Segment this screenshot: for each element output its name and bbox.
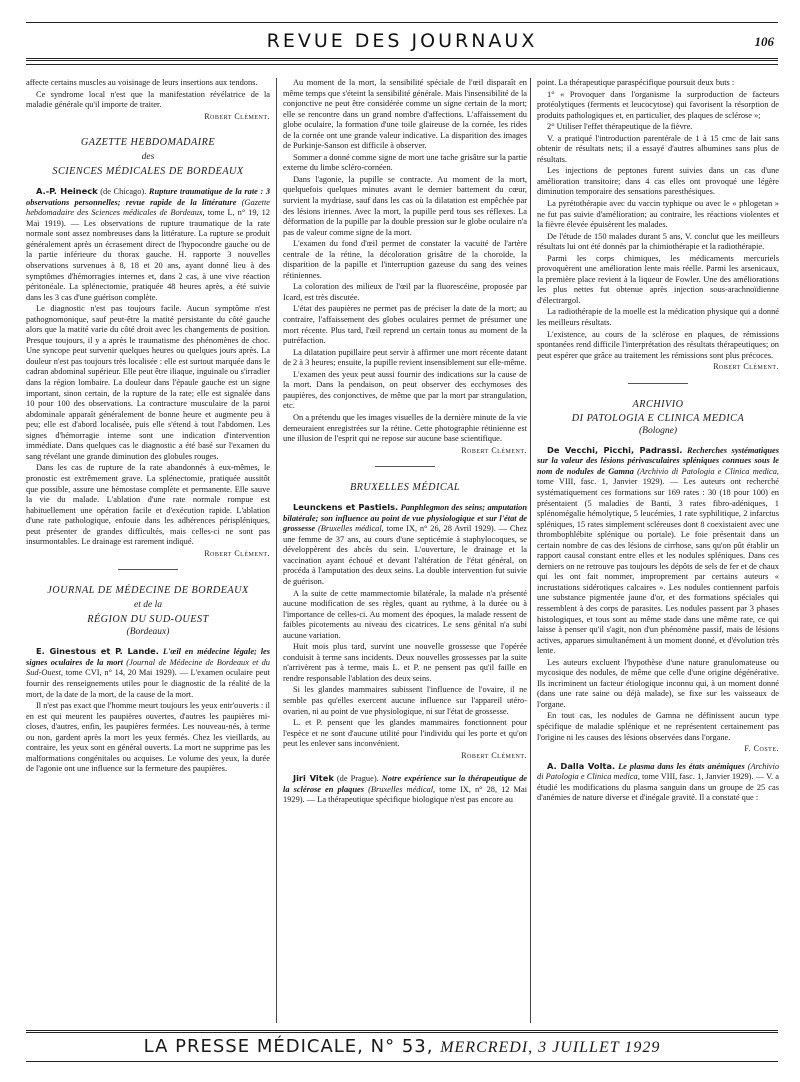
author-signature: Robert Clément. [461,750,527,760]
article-paragraph: On a prétendu que les images visuelles de la dernière minute de la vie demeuraient enregistrées sur la rétine. Cette photographie rétinienne est une illusion de l'esprit qui ne repose sur aucune base scientifique. [283,412,527,444]
author-signature: Robert Clément. [713,362,779,372]
article-paragraph: 1° « Provoquer dans l'organisme la surproduction de facteurs protéolytiques (ferments et leucocytose) qui favorisent la résorption de produits pathologiques et, en particulier, des plaques de sclérose »; [537,89,779,120]
article-source: (Archivio di Patologia e Clinica medica, [537,761,779,782]
article-source: (Archivio di Patologia e Clinica medica, [637,466,779,476]
section-heading-connector: et de la [134,600,162,611]
section-subtitle: (Bologne) [639,425,677,436]
footer-line [26,1036,778,1057]
article-paragraph: L. et P. pensent que les glandes mammaires fonctionnent pour l'espèce et ne sont d'aucune utilité pour l'individu qui les porte et qu'on peut les enlever sans inconvénient. [283,718,527,749]
running-title: REVUE DES JOURNAUX [266,30,538,52]
article-author: A. Dalla Volta. [547,760,616,771]
article-paragraph: L'examen des yeux peut aussi fournir des indications sur la cause de la mort. Dans la pendaison, on peut observer des ecchymoses des paupières, des conjonctives, de même que par la mort par strangulation, etc. [283,369,527,411]
article-source: (Gazette hebdomadaire des Sciences médicales de Bordeaux, [26,197,270,218]
article-source: (Bruxelles médical, [368,784,436,794]
article-paragraph: Dans les cas de rupture de la rate abandonnés à eux-mêmes, le pronostic est extrêmement grave. La splénectomie, pratiquée aussitôt que possible, assure une hémostase complète et permanente. Elle sauve la vie du malade. L'ablation d'une rate normale rompue est habituellement une opération facile et d'exécution rapide. L'ablation d'une rate pathologique, enfouie dans les adhérences périspléniques, peut présenter de grandes difficultés, mais celles-ci ne sont pas insurmontables. Le drainage est rarement indiqué. [26,463,270,547]
page-number: 106 [754,34,774,49]
article-text: — Chez une femme de 37 ans, au cours d'une septicémie à staphylocoques, se développèrent des abcès du sein. L'ouverture, le drainage et la vaccination ayant échoué et devant l'altération de l'état général, on procéda à l'amputation des deux seins. La double intervention fut suivie de guérison. [283,524,527,586]
article-paragraph: Si les glandes mammaires subissent l'influence de l'ovaire, il ne semble pas qu'elles exercent aucune influence sur l'appareil utéro-ovarien, ni au point de vue physiologique, ni sur l'état de grossesse. [283,685,527,716]
article-paragraph: Dans l'agonie, la pupille se contracte. Au moment de la mort, quelquefois quelques minutes avant le dernier battement du cœur, survient la mydriase, sauf dans les cas où la dilatation est empêchée par des lésions iriennes. Avec la mort, la pupille perd tous ses réflexes. La déformation de la pupille par la double pression sur le globe oculaire n'a pas de valeur comme signe de la mort. [283,174,527,237]
article-paragraph: De l'étude de 150 malades durant 5 ans, V. conclut que les meilleurs résultats lui ont été donnés par la chimiothérapie et la radiothérapie. [537,231,779,252]
article-paragraph: Le diagnostic n'est pas toujours facile. Aucun symptôme n'est pathognomonique, sauf peut-être la matité persistante du côté gauche alors que la matité varie du côté droit avec les changements de position. Presque toujours, il y a après le traumatisme des phénomènes de choc. Une syncope peut survenir quelques heures ou quelques jours après. La douleur n'est pas toujours très localisée : elle est surtout marquée dans le cadran abdominal supérieur. Elle peut être iliaque, inguinale ou s'irradier dans la région lombaire. La douleur dans l'épaule gauche est un signe important, sinon certain, de la rupture de la rate; elle est signalée dans 10 pour 100 des observations. La contracture musculaire de la paroi abdominale apparaît généralement de bonne heure et augmente peu à peu; elle est d'abord localisée, puis elle s'étend à tout l'abdomen. Les signes d'hémorragie interne sont une indication d'intervention immédiate. Dans quelques cas le diagnostic a été basé sur l'examen du sang révélant une grande diminution des globules rouges. [26,304,270,461]
article-paragraph: Huit mois plus tard, survint une nouvelle grossesse que l'opérée conduisit à terme sans incidents. Deux nouvelles grossesses par la suite n'arrivèrent pas à terme, mais L. et P. ne pensent pas qu'il faille en rendre responsable l'ablation des deux seins. [283,642,527,683]
author-signature: Robert Clément. [461,445,527,455]
article-paragraph: Au moment de la mort, la sensibilité spéciale de l'œil disparaît en même temps que s'éteint la sensibilité générale. Mais l'insensibilité de la conjonctive ne peut être considérée comme un signe certain de la mort; elle se rencontre dans un grand nombre d'affections. L'affaissement du globe oculaire, la formation d'une toile glaireuse de la cornée, les rides de la cornée ont une grande valeur indicative. La disparition des images de Purkinje-Sanson est difficile à observer. [283,78,527,151]
article-title: L'œil en médecine légale; les signes oculaires de la mort [26,647,270,667]
footer-issue: N° 53, [370,1036,434,1057]
column-1 [26,78,270,1023]
column-2 [283,78,527,1023]
section-separator [375,466,435,467]
article-paragraph: La radiothérapie de la moelle est la médication physique qui a donné les meilleurs résultats. [537,307,779,328]
section-heading: RÉGION DU SUD-OUEST [87,614,209,626]
section-separator [118,569,178,570]
article-paragraph [283,502,527,587]
article-paragraph [26,646,270,700]
section-heading: ARCHIVIO [632,398,684,410]
article-reference: tome CVI, n° 14, 20 Mai 1929). [65,668,177,678]
footer-bottom-rule [26,1061,778,1062]
author-origin: (de Chicago). [100,187,147,197]
article-paragraph: L'état des paupières ne permet pas de préciser la date de la mort; au contraire, l'affaissement des globes oculaires permet de présumer une mort récente. Plus tard, l'œil reprend un certain tonus au moment de la putréfaction. [283,304,527,346]
author-signature: Robert Clément. [204,548,270,558]
article-paragraph: 2° Utiliser l'effet thérapeutique de la fièvre. [547,122,693,132]
article-reference: tome IX, n° 26, 28 Avril 1929). [386,524,496,534]
section-heading: BRUXELLES MÉDICAL [349,482,461,494]
article-paragraph [537,445,779,657]
article-text: — Les auteurs ont recherché systématiquement ces formations sur 169 rates : 30 (18 pour 100) en présentaient (5 maladies de Banti, 3 rates fibro-adéniques, 1 splénomégalie hémolytique, 5 leucémies, 1 rate syphilitique, 2 infarctus spléniques, 15 rates simplement scléreuses dont 8 coexistaient avec une thrombophlébite splénique ou portale). Le foie présentait dans un certain nombre de cas des lésions de cirrhose, sans qu'on pût établir un rapport causal constant entre elles et les nodules spléniques. Dans ces derniers on ne retrouve pas toujours les dépôts de sels de fer et de chaux qui les ont fait nommer, improprement par certains auteurs « incrustations sidérotiques calcaires ». Les nodules contiennent parfois une substance pigmentée jaune d'or, et des formations spéciales qui ressemblent à des corps de parasites. Les nodules passent par 3 phases histologiques, et tous sont au même stade dans une même rate, ce qui laisse à penser qu'il s'agit, non d'un phénomène passif, mais de lésions actives, apparues simultanément à un moment donné, et d'évolution très lente. [537,477,779,656]
section-heading: SCIENCES MÉDICALES DE BORDEAUX [52,166,244,178]
page-footer [26,1030,778,1064]
article-paragraph [26,186,270,303]
section-heading: JOURNAL DE MÉDECINE DE BORDEAUX [47,585,249,597]
article-paragraph: La dilatation pupillaire peut servir à affirmer une mort récente datant de 2 à 3 heures; ensuite, la pupille revient insensiblement sur elle-même. [283,347,527,368]
article-text: — La thérapeutique spécifique biologique n'est pas encore au [306,795,513,805]
article-paragraph: Il n'est pas exact que l'homme meurt toujours les yeux entr'ouverts : il en est qui meurent les paupières ouvertes, d'autres les paupières mi-closes, d'autres, enfin, les paupières fermées. Les nouveau-nés, à terme ou non, gardent après la mort les yeux fermés. Chez les vieillards, au contraire, les yeux sont en général ouverts. La mort ne supprime pas les malformations congénitales ou acquises. Le volume des yeux, la durée de l'agonie ont une influence sur la fermeture des paupières. [26,701,270,774]
author-signature: Robert Clément. [204,111,270,121]
article-reference: tome VIII, fasc. 1, Janvier 1929). [537,477,665,487]
article-paragraph [537,761,779,804]
article-author: De Vecchi, Picchi, Padrassi. [547,444,683,455]
author-origin: (de Prague). [336,774,379,784]
article-author: E. Ginestous et P. Lande. [36,646,159,657]
section-heading-connector: des [141,152,155,163]
article-paragraph: point. La thérapeutique paraspécifique poursuit deux buts : [537,78,735,87]
article-paragraph: A la suite de cette mammectomie bilatérale, la malade n'a présenté aucune modification de ses règles, quant au rythme, à la durée ou à l'importance de celles-ci. Au moment des époques, la malade ressent de faibles picotements au niveau des cicatrices. Le sens génital n'a subi aucune variation. [283,588,527,640]
article-author: A.-P. Heineck [36,186,98,197]
footer-date: MERCREDI, 3 JUILLET 1929 [440,1039,661,1056]
footer-top-rule [26,1030,778,1033]
article-paragraph: Les auteurs excluent l'hypothèse d'une nature granulomateuse ou mycosique des nodules, de même que celle d'une origine dégénérative. Ils incriminent un facteur étiologique inconnu qui, à un moment donné (dans une rate saine ou déjà malade), se fixe sur les vaisseaux de l'organe. [537,657,779,709]
header-top-rule [26,22,778,23]
article-reference: tome L, n° 19, 12 Mai 1919). [26,208,270,228]
article-paragraph: La pyrétothérapie avec du vaccin typhique ou avec le « phlogetan » ne fut pas suivie d'amélioration; au contraire, les réactions violentes et la fièvre élevée épuisèrent les malades. [537,199,779,230]
article-paragraph: L'examen du fond d'œil permet de constater la vacuité de l'artère centrale de la rétine, la décoloration grisâtre de la choroïde, la disparition de la papille et l'interruption gazeuse du sang des veines rétiniennes. [283,239,527,280]
column-3 [537,78,779,1023]
article-title: Rupture traumatique de la rate : 3 observations personnelles; revue rapide de la littérature [26,187,270,207]
section-heading: DI PATOLOGIA E CLINICA MEDICA [571,412,745,424]
page-header [26,22,778,64]
column-divider-1 [276,78,277,1023]
article-reference: tome IX, n° 28, 12 Mai 1929). [283,784,527,805]
article-paragraph [283,773,527,806]
article-text: — V. a étudié les modifications du plasma sanguin dans un groupe de 25 cas d'anémies de nature diverse et d'inégale gravité. Il a constaté que : [537,772,779,803]
article-paragraph: Les injections de peptones furent suivies dans un cas d'une amélioration transitoire; dans 4 cas elles ont provoqué une légère diminution temporaire des sensations paresthésiques. [537,166,779,197]
section-separator [628,383,688,384]
article-paragraph: La coloration des milieux de l'œil par la fluorescéine, proposée par Icard, est très discutée. [283,282,527,302]
intro-paragraph: affecte certains muscles au voisinage de leurs insertions aux tendons. [26,78,258,87]
article-author: Jiri Vitek [293,773,334,784]
article-paragraph: En tout cas, les nodules de Gamna ne définissent aucun type spécifique de maladie splénique et ne représentent certainement pas l'origine ni les causes des lésions observées dans l'organe. [537,711,779,742]
article-reference: tome VIII, fasc. 1, Janvier 1929). [641,772,754,782]
article-title: Notre expérience sur la thérapeutique de la sclérose en plaques [283,774,527,794]
article-author: Leunckens et Pastiels. [293,502,399,513]
article-paragraph: L'existence, au cours de la sclérose en plaques, de rémissions spontanées rend difficile l'interprétation des résultats thérapeutiques; on peut espérer que grâce au traitement les rémissions sont plus précoces. [537,329,779,360]
article-source: (Bruxelles médical, [317,524,384,534]
article-title: Recherches systématiques sur la valeur des lésions périvasculaires spléniques connues sous le nom de nodules de Gamna [537,445,779,476]
article-paragraph: Sommer a donné comme signe de mort une tache grisâtre sur la partie externe du limbe scléro-cornéen. [283,152,527,173]
article-source: (Journal de Médecine de Bordeaux et du Sud-Ouest, [26,657,270,678]
footer-journal: LA PRESSE MÉDICALE, [143,1036,364,1057]
article-text: — L'examen oculaire peut fournir des renseignements utiles pour le diagnostic de la réalité de la mort, de la date de la mort, de la cause de la mort. [26,668,270,699]
section-heading: GAZETTE HEBDOMADAIRE [80,137,216,149]
intro-paragraph: Ce syndrome local n'est que la manifestation révélatrice de la maladie générale qu'il importe de traiter. [26,89,270,110]
section-subtitle: (Bordeaux) [126,627,170,638]
author-signature: F. Coste. [744,744,779,754]
article-title: Le plasma dans les états anémiques [618,761,745,771]
article-text: — Les observations de rupture traumatique de la rate normale sont assez nombreuses dans la littérature. La rupture se produit généralement après un écrasement direct de l'hypocondre gauche ou de la partie inférieure du thorax gauche. H. rapporte 3 nouvelles observations survenues à 8, 18 et 20 ans, ayant donné lieu à des symptômes d'hémorragies internes et, dans 2 cas, à une vive réaction péritonéale. La splénectomie, pratiquée 48 heures après, a été suivie dans les 3 cas d'une guérison complète. [26,218,270,302]
article-title: Panphlegmon des seins; amputation bilatérale; son influence au point de vue physiologique et sur l'état de grossesse [283,503,527,534]
header-bottom-rule [26,58,778,65]
column-divider-2 [530,78,531,1023]
article-paragraph: Parmi les corps chimiques, les médicaments mercuriels provoquèrent une amélioration lente mais réelle. Parmi les arsenicaux, la première place revient à la liqueur de Fowler. Une des améliorations les plus nettes fut obtenue après injection sous-arachnoïdienne d'électrargol. [537,253,779,305]
article-paragraph: V. a pratiqué l'introduction parentérale de 1 à 15 cmc de lait sans obtenir de résultats nets; il a essayé d'autres albumines sans plus de résultats. [537,133,779,164]
